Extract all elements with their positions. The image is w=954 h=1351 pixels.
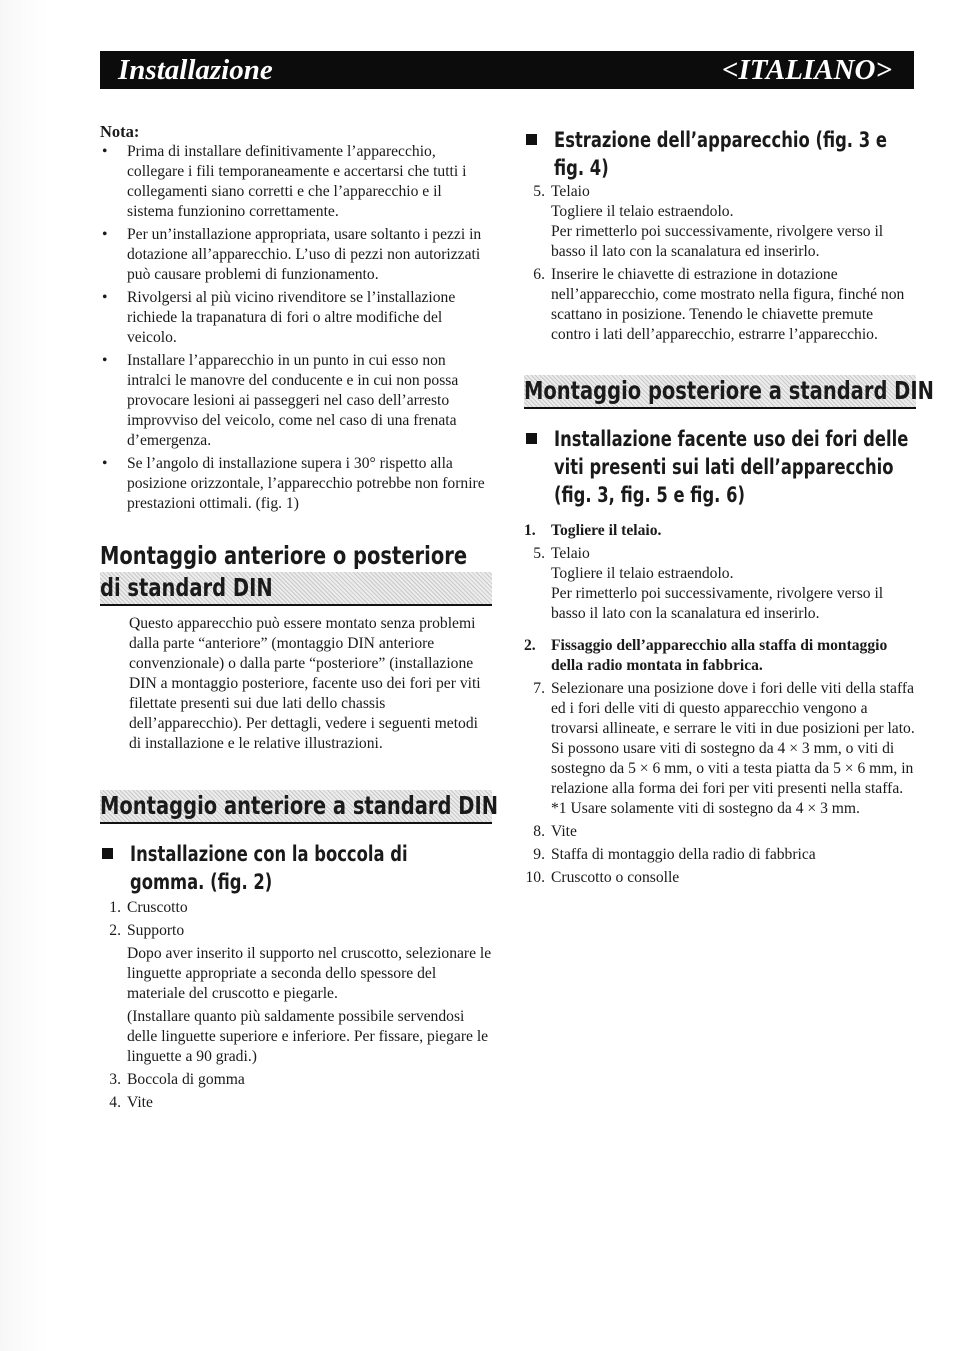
list-item: • Per un’installazione appropriata, usare soltanto i pezzi in dotazione all’apparecchio. L’uso di pezzi non autorizzati può causare problemi di funzionamento. (102, 226, 482, 283)
screw-note: *1 Usare solamente viti di sostegno da 4 × 3 mm. (551, 800, 860, 817)
front-section-title: Montaggio anteriore a standard DIN (100, 791, 499, 820)
header-title: Installazione (118, 54, 273, 86)
rear-section-title: Montaggio posteriore a standard DIN (524, 376, 934, 405)
extract-list (524, 182, 916, 345)
header-language: <ITALIANO> (721, 54, 892, 86)
din-section-title-line2: di standard DIN (100, 573, 273, 602)
square-bullet-icon (526, 433, 537, 444)
din-section-paragraph: Questo apparecchio può essere montato senza problemi dalla parte “anteriore” (montaggio DIN anteriore convenzionale) o dalla parte “posteriore” (installazione DIN a montaggio posteriore, facente uso dei fori per viti filettate presenti sui due lati dello chassis dell’apparecchio). Per dettagli, vedere i seguenti metodi di installazione e le relative illustrazioni. (129, 615, 481, 752)
header-bar (100, 51, 914, 89)
front-section-title-rule (100, 790, 499, 824)
rear-section-title-rule (524, 375, 934, 409)
list-item: 6. Inserire le chiavette di estrazione in dotazione nell’apparecchio, come mostrato nella figura, finché non scattano in posizione. Tenendo le chiavette premute contro i lati dell’apparecchio, estrarre l’apparecchio. (533, 266, 905, 343)
list-item: 8. Vite (533, 823, 577, 840)
list-item: • Se l’angolo di installazione supera i 30° rispetto alla posizione orizzontale, l’apparecchio potrebbe non fornire prestazioni ottimali. (fig. 1) (102, 455, 485, 512)
front-paragraph: Dopo aver inserito il supporto nel cruscotto, selezionare le linguette appropriate a seconda dello spessore del materiale del cruscotto e piegarle. (127, 945, 492, 1002)
din-section-title-line1: Montaggio anteriore o posteriore (100, 541, 468, 570)
page-edge-shading (0, 0, 48, 1351)
front-list-after (100, 1070, 492, 1113)
list-item: 9. Staffa di montaggio della radio di fabbrica (533, 846, 816, 863)
rear-section (524, 375, 934, 888)
front-list (100, 898, 492, 941)
rear-list-1 (524, 544, 916, 624)
right-column (524, 126, 934, 891)
list-item: 5. Telaio Togliere il telaio estraendolo. Per rimetterlo poi successivamente, rivolgere verso il basso il lato con la scanalatura ed inserirlo. (533, 545, 884, 622)
extract-heading: Estrazione dell’apparecchio (fig. 3 e fig. 4) (524, 126, 916, 182)
list-item: 10. Cruscotto o consolle (525, 869, 680, 886)
list-item: 5. Telaio Togliere il telaio estraendolo. Per rimetterlo poi successivamente, rivolgere verso il basso il lato con la scanalatura ed inserirlo. (533, 183, 884, 260)
front-section (100, 790, 499, 1113)
square-bullet-icon (526, 134, 537, 145)
list-item: 1. Cruscotto (109, 899, 188, 916)
rear-step-1: 1. Togliere il telaio. (524, 522, 662, 539)
list-item: 2. Supporto (109, 922, 185, 939)
front-subsection-heading: Installazione con la boccola di gomma. (fig. 2) (100, 840, 492, 896)
left-column (100, 122, 499, 1116)
din-section-title-rule (100, 572, 492, 606)
nota-title: Nota: (100, 122, 140, 141)
rear-list-2 (524, 679, 916, 888)
rear-step-2: 2. Fissaggio dell’apparecchio alla staffa di montaggio della radio montata in fabbrica. (524, 637, 888, 674)
square-bullet-icon (102, 848, 113, 859)
front-paragraph: (Installare quanto più saldamente possibile servendosi delle linguette superiore e inferiore. Per fissare, piegare le linguette a 90 gradi.) (127, 1008, 489, 1065)
list-item: 3. Boccola di gomma (109, 1071, 245, 1088)
list-item: • Rivolgersi al più vicino rivenditore se l’installazione richiede la trapanatura di fori o altre modifiche del veicolo. (102, 289, 456, 346)
din-section (100, 540, 492, 754)
list-item: 7. Selezionare una posizione dove i fori delle viti della staffa ed i fori delle viti di questo apparecchio vengono a trovarsi allineate, e serrare le viti in due posizioni per lato. Si possono usare viti di sostegno da 4 × 3 mm, o viti di sostegno da 5 × 6 mm, o viti a testa piatta da 5 × 6 mm, in relazione alla forma dei fori per viti presenti nella staffa. *1 Usare solamente viti di sostegno da 4 × 3 mm. (533, 680, 915, 817)
list-item: • Prima di installare definitivamente l’apparecchio, collegare i fili temporaneamente e accertarsi che tutti i collegamenti siano corretti e che l’apparecchio e il sistema funzionino correttamente. (102, 143, 467, 220)
list-item: • Installare l’apparecchio in un punto in cui esso non intralci le manovre del conducente e in cui non possa provocare lesioni ai passeggeri nel caso dell’arresto improvviso del veicolo, come nel caso di una frenata d’emergenza. (102, 352, 459, 449)
nota-list (100, 142, 492, 514)
list-item: 4. Vite (109, 1094, 153, 1111)
rear-subsection-heading: Installazione facente uso dei fori delle viti presenti sui lati dell’apparecchio (fig. 3, fig. 5 e fig. 6) (524, 425, 916, 509)
